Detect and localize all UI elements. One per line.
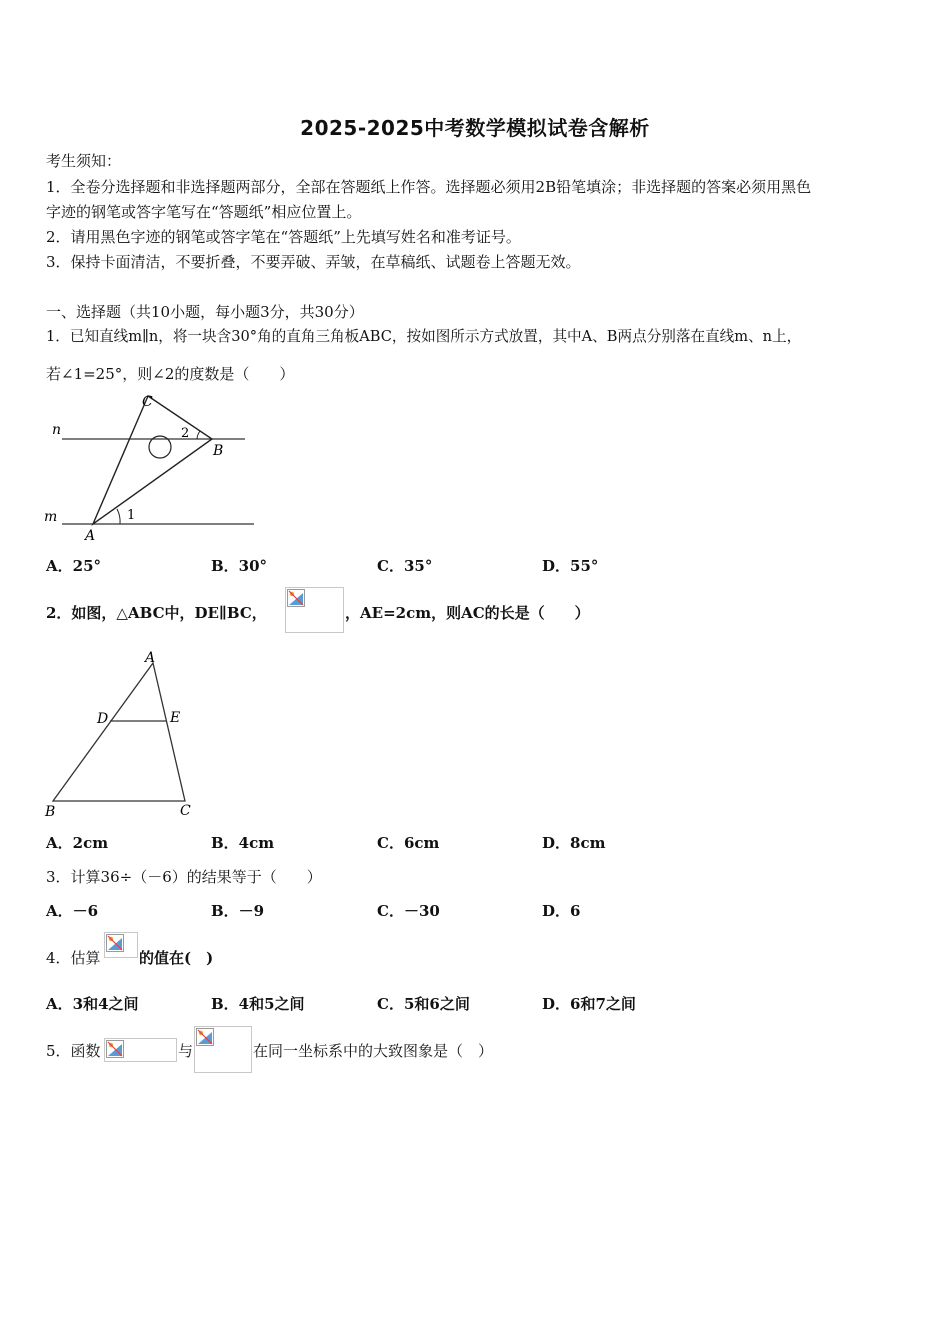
broken-image-icon [196, 1028, 214, 1046]
q1-figure [40, 388, 260, 546]
q5-function-1-image [104, 1038, 177, 1062]
q4-text-end: 的值在( ) [139, 949, 214, 967]
q3-option-a[interactable]: A．－6 [46, 902, 99, 920]
label-c: C [142, 394, 153, 410]
section-heading: 一、选择题（共10小题，每小题3分，共30分） [46, 303, 364, 321]
broken-image-icon [106, 934, 124, 952]
notice-heading: 考生须知： [46, 152, 122, 170]
q1-option-b[interactable]: B．30° [211, 557, 268, 575]
q1-option-c[interactable]: C．35° [377, 557, 433, 575]
q4-text-start: 4．估算 [46, 949, 101, 967]
label-b: B [45, 804, 56, 820]
triangle-abc [93, 396, 212, 524]
triangle-abc [53, 663, 185, 801]
label-d: D [97, 711, 109, 727]
angle-1-arc [117, 509, 120, 524]
q5-text-middle: 与 [178, 1042, 194, 1060]
q2-formula-image [285, 587, 344, 633]
label-b: B [213, 443, 224, 459]
notice-line-3: 2．请用黑色字迹的钢笔或答字笔在“答题纸”上先填写姓名和准考证号。 [46, 228, 521, 246]
q5-function-2-image [194, 1026, 252, 1073]
broken-image-icon [106, 1040, 124, 1058]
label-n: n [52, 422, 62, 438]
label-m: m [44, 509, 58, 525]
q2-text-end: ，AE=2cm，则AC的长是（ ） [345, 604, 590, 622]
label-a: A [145, 650, 156, 666]
page-title: 2025-2025中考数学模拟试卷含解析 [300, 116, 650, 140]
angle-2-arc [197, 431, 200, 439]
q4-option-c[interactable]: C．5和6之间 [377, 995, 470, 1013]
label-e: E [170, 710, 181, 726]
q2-text-start: 2．如图，△ABC中，DE∥BC， [46, 604, 267, 622]
q2-figure [42, 648, 202, 824]
label-angle-2: 2 [181, 426, 190, 441]
q1-text-line-2: 若∠1=25°，则∠2的度数是（ ） [46, 365, 295, 383]
q5-text-start: 5．函数 [46, 1042, 101, 1060]
q4-option-b[interactable]: B．4和5之间 [211, 995, 305, 1013]
q1-option-d[interactable]: D．55° [542, 557, 599, 575]
label-angle-1: 1 [127, 508, 136, 523]
q2-option-c[interactable]: C．6cm [377, 834, 440, 852]
q2-option-a[interactable]: A．2cm [46, 834, 109, 852]
q3-option-d[interactable]: D．6 [542, 902, 581, 920]
broken-image-icon [287, 589, 305, 607]
q3-option-b[interactable]: B．－9 [211, 902, 265, 920]
q5-text-end: 在同一坐标系中的大致图象是（ ） [253, 1042, 494, 1060]
notice-line-2: 字迹的钢笔或答字笔写在“答题纸”相应位置上。 [46, 203, 362, 221]
label-a: A [85, 528, 96, 544]
notice-line-4: 3．保持卡面清洁，不要折叠，不要弄破、弄皱，在草稿纸、试题卷上答题无效。 [46, 253, 581, 271]
notice-line-1: 1．全卷分选择题和非选择题两部分，全部在答题纸上作答。选择题必须用2B铅笔填涂；非选择题的答案必须用黑色 [46, 178, 812, 196]
q3-text: 3．计算36÷（－6）的结果等于（ ） [46, 868, 322, 886]
q4-formula-image [104, 932, 138, 958]
q4-option-a[interactable]: A．3和4之间 [46, 995, 139, 1013]
q3-option-c[interactable]: C．－30 [377, 902, 440, 920]
q1-text-line-1: 1．已知直线m∥n，将一块含30°角的直角三角板ABC，按如图所示方式放置，其中A、B两点分别落在直线m、n上， [46, 328, 802, 345]
q2-option-d[interactable]: D．8cm [542, 834, 606, 852]
q4-option-d[interactable]: D．6和7之间 [542, 995, 636, 1013]
label-c: C [180, 803, 191, 819]
q1-option-a[interactable]: A．25° [46, 557, 102, 575]
q2-option-b[interactable]: B．4cm [211, 834, 275, 852]
